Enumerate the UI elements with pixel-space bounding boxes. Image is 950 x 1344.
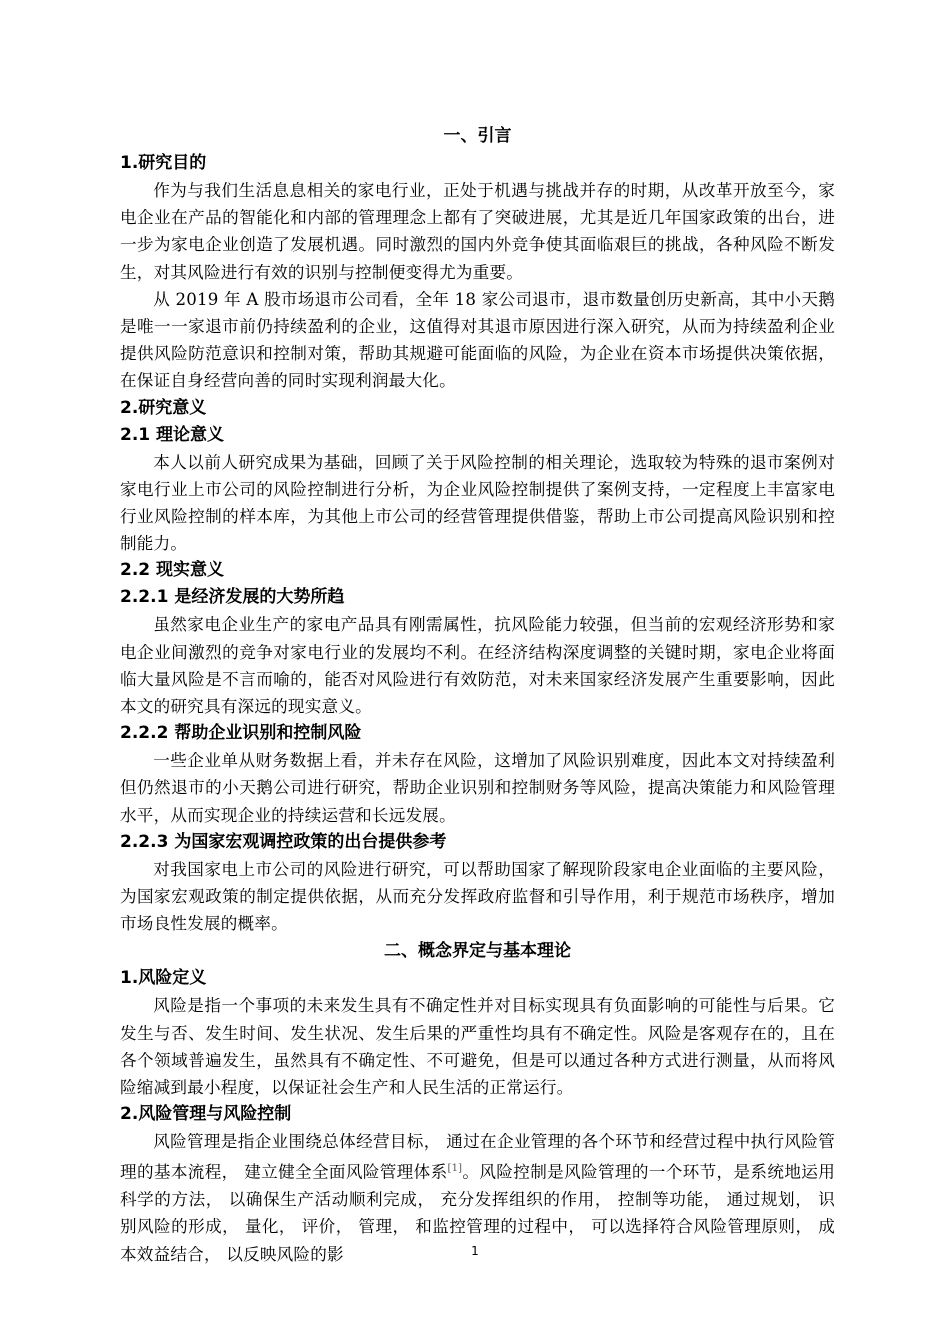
paragraph-risk-management-part2: 。风险控制是风险管理的一个环节，是系统地运用科学的方法， 以确保生产活动顺利完成， 充分发挥组织的作用， 控制等功能， 通过规划， 识别风险的形成， 量化， 评价， 管理， 和监控管理的过程中， 可以选择符合风险管理原则， 成本效益结合， 以反映风险的影 [120, 1163, 835, 1264]
heading-research-purpose: 1.研究目的 [120, 153, 207, 173]
section-title-introduction: 一、引言 [443, 126, 512, 146]
document-body [120, 122, 835, 1268]
page-number: 1 [471, 1244, 479, 1258]
paragraph-risk-identification: 一些企业单从财务数据上看，并未存在风险，这增加了风险识别难度，因此本文对持续盈利但仍然退市的小天鹅公司进行研究，帮助企业识别和控制财务等风险，提高决策能力和风险管理水平，从而实现企业的持续运营和长远发展。 [120, 751, 835, 825]
paragraph-purpose-2: 从 2019 年 A 股市场退市公司看，全年 18 家公司退市，退市数量创历史新高，其中小天鹅是唯一一家退市前仍持续盈利的企业，这值得对其退市原因进行深入研究，从而为持续盈利企业提供风险防范意识和控制对策，帮助其规避可能面临的风险，为企业在资本市场提供决策依据，在保证自身经营向善的同时实现利润最大化。 [120, 289, 835, 391]
paragraph-economic-trend: 虽然家电企业生产的家电产品具有刚需属性，抗风险能力较强，但当前的宏观经济形势和家电企业间激烈的竞争对家电行业的发展均不利。在经济结构深度调整的关键时期，家电企业将面临大量风险是不言而喻的，能否对风险进行有效防范，对未来国家经济发展产生重要影响，因此本文的研究具有深远的现实意义。 [120, 615, 835, 717]
heading-research-significance: 2.研究意义 [120, 397, 207, 418]
citation-reference[interactable]: [1] [447, 1163, 463, 1175]
heading-economic-trend: 2.2.1 是经济发展的大势所趋 [120, 587, 345, 608]
heading-practical-significance: 2.2 现实意义 [120, 560, 225, 581]
heading-risk-identification: 2.2.2 帮助企业识别和控制风险 [120, 723, 362, 744]
paragraph-theoretical: 本人以前人研究成果为基础，回顾了关于风险控制的相关理论，选取较为特殊的退市案例对家电行业上市公司的风险控制进行分析，为企业风险控制提供了案例支持，一定程度上丰富家电行业风险控制的样本库，为其他上市公司的经营管理提供借鉴，帮助上市公司提高风险识别和控制能力。 [120, 452, 835, 554]
heading-risk-definition: 1.风险定义 [120, 968, 207, 989]
heading-risk-management: 2.风险管理与风险控制 [120, 1104, 292, 1125]
heading-policy-reference: 2.2.3 为国家宏观调控政策的出台提供参考 [120, 831, 447, 852]
heading-theoretical-significance: 2.1 理论意义 [120, 424, 225, 445]
paragraph-policy-reference: 对我国家电上市公司的风险进行研究，可以帮助国家了解现阶段家电企业面临的主要风险，为国家宏观政策的制定提供依据，从而充分发挥政府监督和引导作用，利于规范市场秩序，增加市场良性发展的概率。 [120, 859, 835, 934]
paragraph-risk-management-part1: 风险管理是指企业围绕总体经营目标， 通过在企业管理的各个环节和经营过程中执行风险管理的基本流程， 建立健全全面风险管理体系 [120, 1132, 835, 1183]
paragraph-risk-definition: 风险是指一个事项的未来发生具有不确定性并对目标实现具有负面影响的可能性与后果。它发生与否、发生时间、发生状况、发生后果的严重性均具有不确定性。风险是客观存在的，且在各个领域普遍发生，虽然具有不确定性、不可避免，但是可以通过各种方式进行测量，从而将风险缩减到最小程度，以保证社会生产和人民生活的正常运行。 [120, 996, 835, 1098]
section-title-concepts: 二、概念界定与基本理论 [384, 941, 571, 962]
paragraph-purpose-1: 作为与我们生活息息相关的家电行业，正处于机遇与挑战并存的时期，从改革开放至今，家电企业在产品的智能化和内部的管理理念上都有了突破进展，尤其是近几年国家政策的出台，进一步为家电企业创造了发展机遇。同时激烈的国内外竞争使其面临艰巨的挑战，各种风险不断发生，对其风险进行有效的识别与控制便变得尤为重要。 [120, 181, 835, 282]
